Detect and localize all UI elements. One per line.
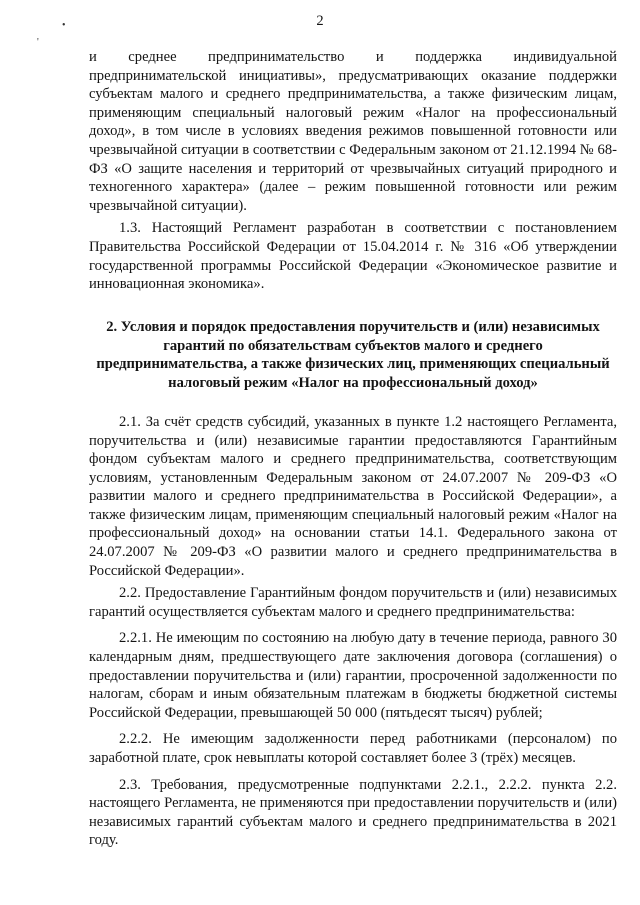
scan-tick-mark: ' [37, 37, 39, 48]
paragraph-2-2: 2.2. Предоставление Гарантийным фондом поручительств и (или) независимых гарантий осуществляется субъектам малого и среднего предпринимательства: [89, 585, 617, 620]
paragraph-2-3: 2.3. Требования, предусмотренные подпунктами 2.2.1., 2.2.2. пункта 2.2. настоящего Регламента, не применяются при предоставлении поручительств и (или) независимых гарантий субъектам малого и среднего предпринимательства в 2021 году. [89, 776, 617, 849]
paragraph-1-3: 1.3. Настоящий Регламент разработан в соответствии с постановлением Правительства Российской Федерации от 15.04.2014 г. № 316 «Об утверждении государственной программы Российской Федерации «Экономическое развитие и инновационная экономика». [89, 220, 617, 293]
document-body [89, 48, 617, 850]
page-number: 2 [316, 13, 324, 29]
paragraph-2-2-1: 2.2.1. Не имеющим по состоянию на любую дату в течение периода, равного 30 календарным дням, предшествующего дате заключения договора (соглашения) о предоставлении поручительства и (или) гарантии, просроченной задолженности по налогам, сборам и иным обязательным платежам в бюджеты бюджетной системы Российской Федерации, превышающей 50 000 (пятьдесят тысяч) рублей; [89, 630, 617, 721]
section-2-heading: 2. Условия и порядок предоставления поручительств и (или) независимых гарантий по обязательствам субъектов малого и среднего предпринимательства, а также физических лиц, применяющих специальный налоговый режим «Налог на профессиональный доход» [96, 318, 610, 392]
intro-paragraph: и среднее предпринимательство и поддержка индивидуальной предпринимательской инициативы», предусматривающих оказание поддержки субъектам малого и среднего предпринимательства, а также физическим лицам, применяющим специальный налоговый режим «Налог на профессиональный доход», в том числе в условиях введения режимов повышенной готовности или чрезвычайной ситуации в соответствии с Федеральным законом от 21.12.1994 № 68-ФЗ «О защите населения и территорий от чрезвычайных ситуаций природного и техногенного характера» (далее – режим повышенной готовности или режим чрезвычайной ситуации). [89, 49, 617, 214]
scan-dot-mark: • [62, 20, 66, 31]
paragraph-2-1: 2.1. За счёт средств субсидий, указанных в пункте 1.2 настоящего Регламента, поручительства и (или) независимые гарантии предоставляются Гарантийным фондом субъектам малого и среднего предпринимательства, соответствующим условиям, установленным Федеральным законом от 24.07.2007 № 209-ФЗ «О развитии малого и среднего предпринимательства в Российской Федерации», а также физическим лицам, применяющим специальный налоговый режим «Налог на профессиональный доход» на основании статьи 14.1. Федерального закона от 24.07.2007 № 209-ФЗ «О развитии малого и среднего предпринимательства в Российской Федерации». [89, 413, 617, 579]
paragraph-2-2-2: 2.2.2. Не имеющим задолженности перед работниками (персоналом) по заработной плате, срок невыплаты которой составляет более 3 (трёх) месяцев. [89, 731, 617, 766]
